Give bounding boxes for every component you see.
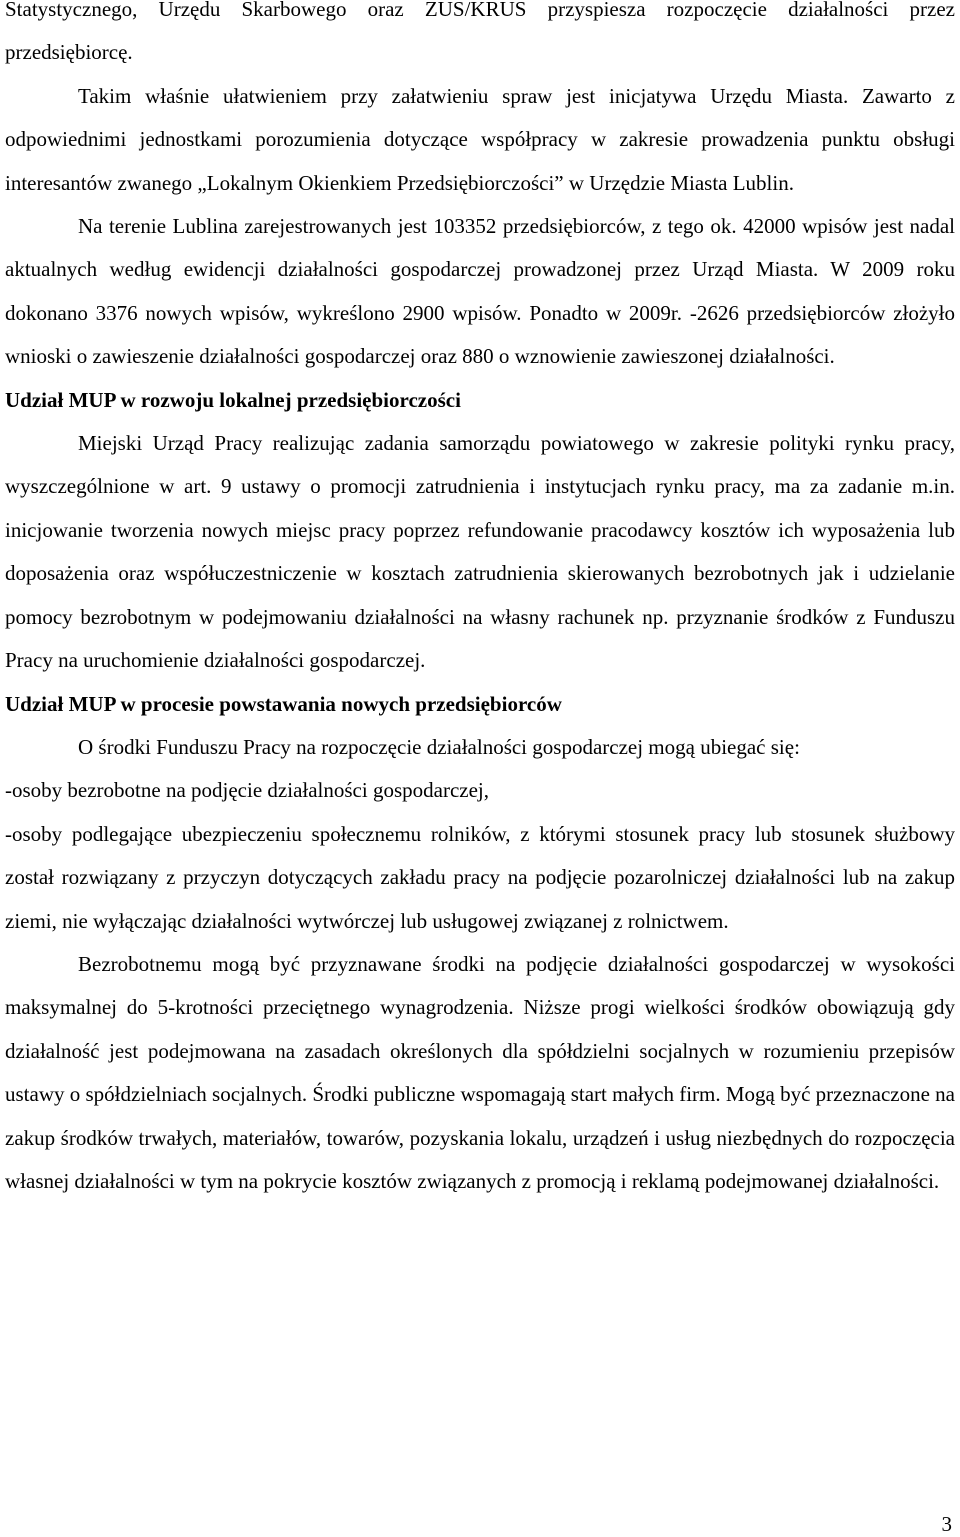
paragraph-statistics: Na terenie Lublina zarejestrowanych jest 103352 przedsiębiorców, z tego ok. 42000 wpisów jest nadal aktualnych według ewidencji działalności gospodarczej prowadzonej przez Urząd Miasta. W 2009 roku dokonano 3376 nowych wpisów, wykreślono 2900 wpisów. Ponadto w 2009r. -2626 przedsiębiorców złożyło wnioski o zawieszenie działalności gospodarczej oraz 880 o wznowienie zawieszonej działalności. — [5, 214, 955, 369]
section-heading-mup-local-development: Udział MUP w rozwoju lokalnej przedsiębiorczości — [5, 387, 461, 412]
paragraph-initiative: Takim właśnie ułatwieniem przy załatwieniu spraw jest inicjatywa Urzędu Miasta. Zawarto z odpowiednimi jednostkami porozumienia dotyczące współpracy w zakresie prowadzenia punktu obsługi interesantów zwanego „Lokalnym Okienkiem Przedsiębiorczości” w Urzędzie Miasta Lublin. — [5, 83, 955, 195]
paragraph-continuation: Statystycznego, Urzędu Skarbowego oraz ZUS/KRUS przyspiesza rozpoczęcie działalności przez przedsiębiorcę. — [5, 0, 955, 65]
list-item-farmers-insured: -osoby podlegające ubezpieczeniu społecznemu rolników, z którymi stosunek pracy lub stosunek służbowy został rozwiązany z przyczyn dotyczących zakładu pracy na podjęcie pozarolniczej działalności lub na zakup ziemi, nie wyłączając działalności wytwórczej lub usługowej związanej z rolnictwem. — [5, 821, 955, 933]
list-item-unemployed: -osoby bezrobotne na podjęcie działalności gospodarczej, — [5, 778, 489, 803]
document-page — [5, 0, 955, 1203]
paragraph-eligibility-intro: O środki Funduszu Pracy na rozpoczęcie działalności gospodarczej mogą ubiegać się: — [78, 734, 800, 759]
section-heading-mup-new-entrepreneurs: Udział MUP w procesie powstawania nowych przedsiębiorców — [5, 691, 562, 716]
paragraph-mup-tasks: Miejski Urząd Pracy realizując zadania samorządu powiatowego w zakresie polityki rynku pracy, wyszczególnione w art. 9 ustawy o promocji zatrudnienia i instytucjach rynku pracy, ma za zadanie m.in. inicjowanie tworzenia nowych miejsc pracy poprzez refundowanie pracodawcy kosztów ich wyposażenia lub doposażenia oraz współuczestniczenie w kosztach zatrudnienia skierowanych bezrobotnych jak i udzielanie pomocy bezrobotnym w podejmowaniu działalności na własny rachunek np. przyznanie środków z Funduszu Pracy na uruchomienie działalności gospodarczej. — [5, 431, 955, 673]
paragraph-funding-amount: Bezrobotnemu mogą być przyznawane środki na podjęcie działalności gospodarczej w wysokości maksymalnej do 5-krotności przeciętnego wynagrodzenia. Niższe progi wielkości środków obowiązują gdy działalność jest podejmowana na zasadach określonych dla spółdzielni socjalnych w rozumieniu przepisów ustawy o spółdzielniach socjalnych. Środki publiczne wspomagają start małych firm. Mogą być przeznaczone na zakup środków trwałych, materiałów, towarów, pozyskania lokalu, urządzeń i usług niezbędnych do rozpoczęcia własnej działalności w tym na pokrycie kosztów związanych z promocją i reklamą podejmowanej działalności. — [5, 951, 955, 1193]
page-number: 3 — [941, 1512, 952, 1536]
